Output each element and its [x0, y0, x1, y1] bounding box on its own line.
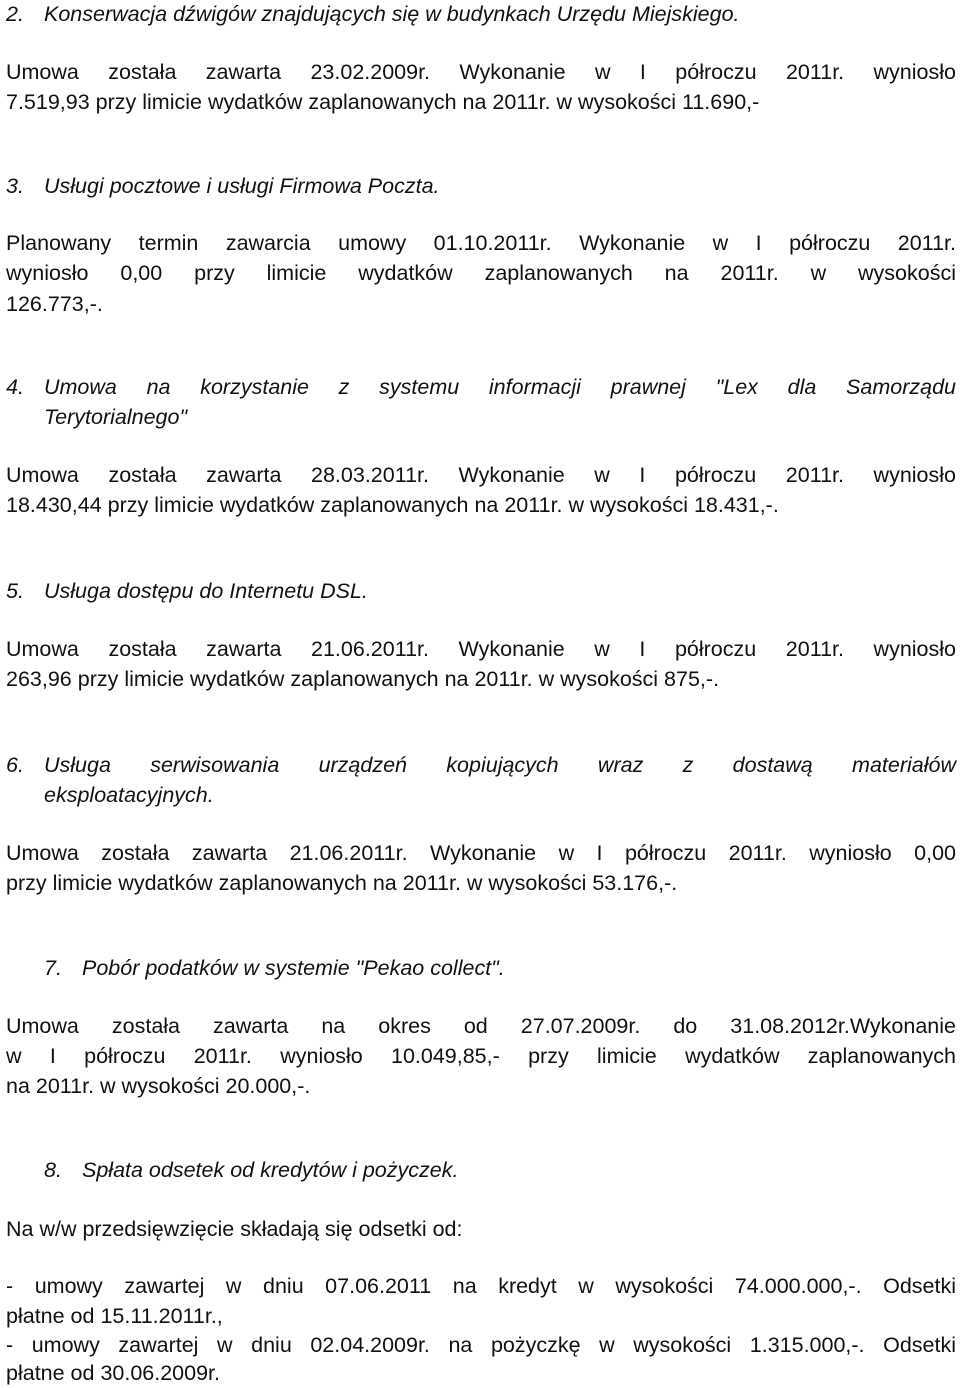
paragraph-line: 7.519,93 przy limicie wydatków zaplanowanych na 2011r. w wysokości 11.690,- — [6, 90, 760, 114]
section-4-heading — [44, 373, 956, 401]
paragraph-line: przy limicie wydatków zaplanowanych na 2011r. w wysokości 53.176,-. — [6, 871, 678, 895]
paragraph-line: 263,96 przy limicie wydatków zaplanowanych na 2011r. w wysokości 875,-. — [6, 667, 720, 691]
section-number: 8. — [44, 1158, 62, 1182]
section-8-heading — [44, 1156, 956, 1184]
section-title: Spłata odsetek od kredytów i pożyczek. — [82, 1158, 459, 1182]
list-item-line: płatne od 30.06.2009r. — [6, 1361, 220, 1385]
paragraph-line: Umowa została zawarta 21.06.2011r. Wykonanie w I półroczu 2011r. wyniosło — [6, 637, 956, 661]
paragraph-line: 126.773,-. — [6, 292, 103, 316]
list-item-line: - umowy zawartej w dniu 02.04.2009r. na pożyczkę w wysokości 1.315.000,-. Odsetki — [6, 1333, 956, 1357]
paragraph-line: Umowa została zawarta 21.06.2011r. Wykonanie w I półroczu 2011r. wyniosło 0,00 — [6, 841, 956, 865]
section-title: Pobór podatków w systemie "Pekao collect". — [82, 956, 505, 980]
section-number: 3. — [6, 174, 24, 198]
paragraph-line: Umowa została zawarta 28.03.2011r. Wykonanie w I półroczu 2011r. wyniosło — [6, 463, 956, 487]
section-title-line: Umowa na korzystanie z systemu informacji prawnej "Lex dla Samorządu — [44, 375, 956, 399]
paragraph-line: Planowany termin zawarcia umowy 01.10.2011r. Wykonanie w I półroczu 2011r. — [6, 231, 956, 255]
section-number: 5. — [6, 579, 24, 603]
list-item-line: - umowy zawartej w dniu 07.06.2011 na kredyt w wysokości 74.000.000,-. Odsetki — [6, 1274, 956, 1298]
section-number: 6. — [6, 753, 24, 777]
section-6-heading — [44, 751, 956, 779]
paragraph-line: 18.430,44 przy limicie wydatków zaplanowanych na 2011r. w wysokości 18.431,-. — [6, 493, 779, 517]
section-number: 4. — [6, 375, 24, 399]
section-3-heading — [6, 172, 956, 200]
section-title-line: Terytorialnego" — [44, 405, 188, 429]
section-5-heading — [6, 577, 956, 605]
section-title-line: eksploatacyjnych. — [44, 783, 214, 807]
section-number: 7. — [44, 956, 62, 980]
section-2-heading — [6, 0, 956, 28]
section-title: Usługa dostępu do Internetu DSL. — [44, 579, 368, 603]
section-title: Usługi pocztowe i usługi Firmowa Poczta. — [44, 174, 440, 198]
paragraph-line: Umowa została zawarta 23.02.2009r. Wykonanie w I półroczu 2011r. wyniosło — [6, 60, 956, 84]
paragraph-line: wyniosło 0,00 przy limicie wydatków zaplanowanych na 2011r. w wysokości — [6, 261, 956, 285]
paragraph-line: na 2011r. w wysokości 20.000,-. — [6, 1074, 311, 1098]
section-intro: Na w/w przedsięwzięcie składają się odsetki od: — [6, 1217, 463, 1241]
section-7-heading — [44, 954, 956, 982]
section-title: Konserwacja dźwigów znajdujących się w budynkach Urzędu Miejskiego. — [44, 2, 740, 26]
section-number: 2. — [6, 2, 24, 26]
paragraph-line: w I półroczu 2011r. wyniosło 10.049,85,- przy limicie wydatków zaplanowanych — [6, 1044, 956, 1068]
paragraph-line: Umowa została zawarta na okres od 27.07.2009r. do 31.08.2012r.Wykonanie — [6, 1014, 956, 1038]
list-item-line: płatne od 15.11.2011r., — [6, 1304, 223, 1328]
section-title-line: Usługa serwisowania urządzeń kopiujących wraz z dostawą materiałów — [44, 753, 956, 777]
